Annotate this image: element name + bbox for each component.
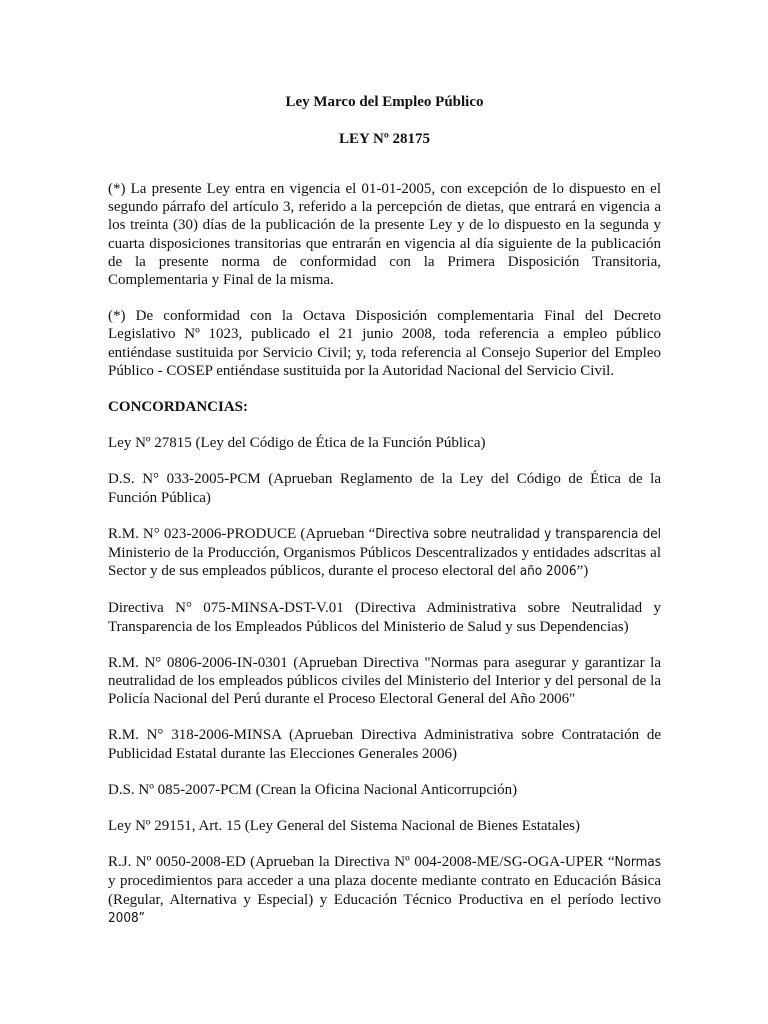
rm-023-alt-text-1: Directiva sobre neutralidad y transparencia del bbox=[375, 526, 661, 542]
concordancias-heading: CONCORDANCIAS: bbox=[108, 399, 249, 416]
note-servicio-civil: (*) De conformidad con la Octava Disposición complementaria Final del Decreto Legislativo Nº 1023, publicado el 21 junio 2008, toda referencia a empleo público entiéndase sustituida por Servicio Civil; y, toda referencia al Consejo Superior del Empleo Público - COSEP entiéndase sustituida por la Autoridad Nacional del Servicio Civil. bbox=[108, 308, 661, 379]
document-title: Ley Marco del Empleo Público bbox=[285, 94, 484, 110]
note-vigencia: (*) La presente Ley entra en vigencia el 01-01-2005, con excepción de lo dispuesto en el segundo párrafo del artículo 3, referido a la percepción de dietas, que entrará en vigencia a los treinta (30) días de la publicación de la presente Ley y de lo dispuesto en la segunda y cuarta disposiciones transitorias que entrarán en vigencia al día siguiente de la publicación de la presente norma de conformidad con la Primera Disposición Transitoria, Complementaria y Final de la misma. bbox=[108, 181, 661, 289]
rj-lead: R.J. Nº 0050-2008-ED (Aprueban la Directiva Nº 004-2008-ME/SG-OGA-UPER “ bbox=[108, 854, 615, 871]
concordancia-rm-318-2006: R.M. N° 318-2006-MINSA (Aprueban Directiva Administrativa sobre Contratación de Publicidad Estatal durante las Elecciones Generales 2006) bbox=[108, 727, 661, 762]
concordancia-ley-27815: Ley Nº 27815 (Ley del Código de Ética de la Función Pública) bbox=[108, 435, 486, 452]
rm-023-tail: ”) bbox=[576, 563, 589, 580]
concordancia-ds-033-2005: D.S. N° 033-2005-PCM (Aprueban Reglamento de la Ley del Código de Ética de la Función Pública) bbox=[108, 471, 661, 506]
concordancia-directiva-075: Directiva N° 075-MINSA-DST-V.01 (Directiva Administrativa sobre Neutralidad y Transparencia de los Empleados Públicos del Ministerio de Salud y sus Dependencias) bbox=[108, 600, 661, 635]
concordancia-rm-023-2006 bbox=[108, 525, 661, 582]
rm-023-mid: Ministerio de la Producción, Organismos Públicos Descentralizados y entidades adscritas al Sector y de sus empleados públicos, durante el proceso electoral bbox=[108, 545, 661, 580]
concordancia-ley-29151: Ley Nº 29151, Art. 15 (Ley General del Sistema Nacional de Bienes Estatales) bbox=[108, 818, 581, 835]
rj-mid: y procedimientos para acceder a una plaza docente mediante contrato en Educación Básica (Regular, Alternativa y Especial) y Educación Técnico Productiva en el período lectivo bbox=[108, 873, 661, 908]
rm-023-lead: R.M. N° 023-2006-PRODUCE (Aprueban “ bbox=[108, 525, 376, 542]
rm-023-alt-text-2: del año 2006 bbox=[497, 564, 577, 580]
concordancia-ds-085-2007: D.S. Nº 085-2007-PCM (Crean la Oficina Nacional Anticorrupción) bbox=[108, 781, 518, 798]
concordancia-rj-0050-2008 bbox=[108, 853, 661, 928]
rj-tail: ” bbox=[138, 910, 145, 926]
law-number: LEY Nº 28175 bbox=[338, 131, 431, 147]
concordancia-rm-0806-2006: R.M. N° 0806-2006-IN-0301 (Aprueban Directiva "Normas para asegurar y garantizar la neutralidad de los empleados públicos civiles del Ministerio del Interior y del personal de la Policía Nacional del Perú durante el Proceso Electoral General del Año 2006" bbox=[108, 654, 661, 708]
rj-alt-text-2: 2008 bbox=[108, 910, 139, 926]
rj-alt-text-1: Normas bbox=[614, 855, 661, 871]
document-body bbox=[108, 180, 661, 946]
